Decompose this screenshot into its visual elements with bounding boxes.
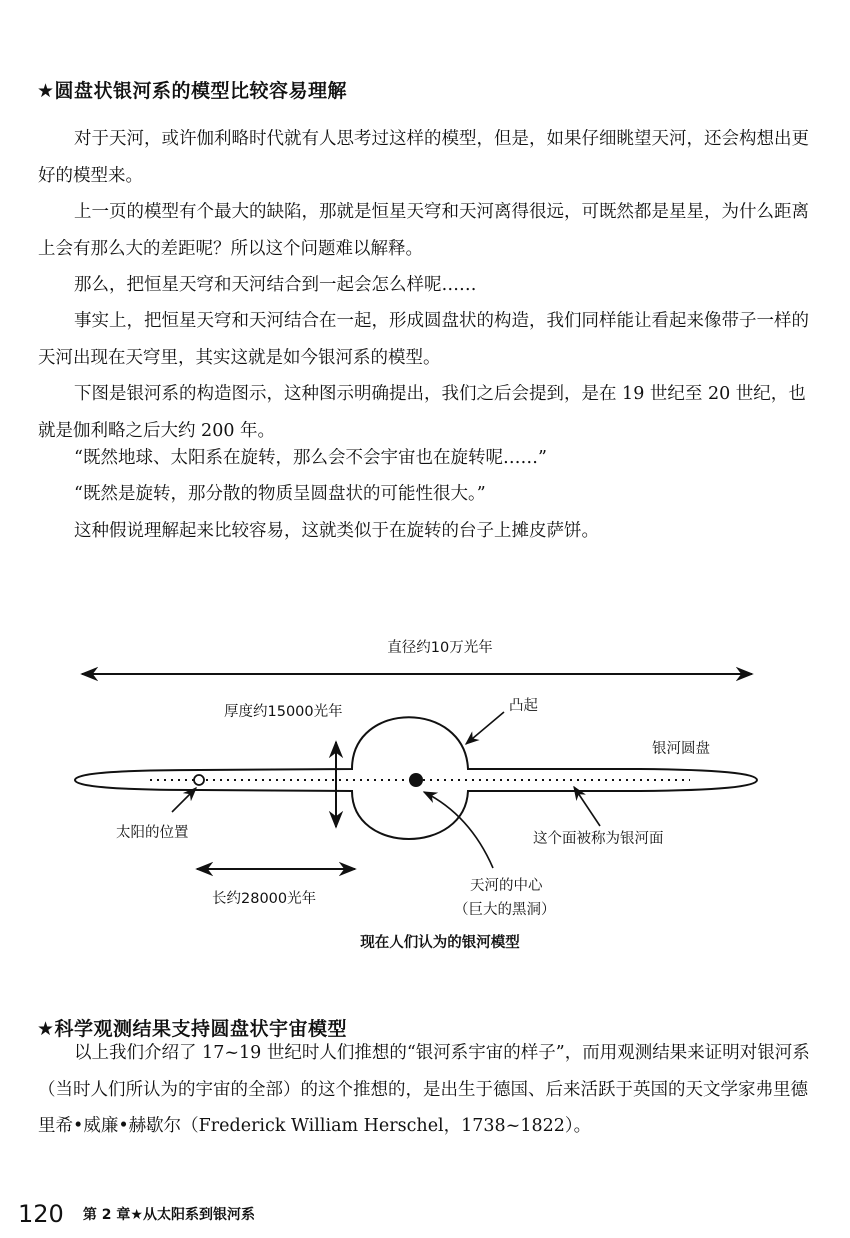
page-number: 120 <box>18 1200 64 1228</box>
galaxy-model-diagram <box>0 620 850 960</box>
section-heading-disk-model: ★圆盘状银河系的模型比较容易理解 <box>37 80 348 102</box>
diagram-caption: 现在人们认为的银河模型 <box>360 935 520 951</box>
sun-label: 太阳的位置 <box>116 825 189 841</box>
section-heading-observation: ★科学观测结果支持圆盘状宇宙模型 <box>37 1018 348 1040</box>
diameter-label: 直径约10万光年 <box>387 640 493 656</box>
paragraph-1: 对于天河，或许伽利略时代就有人思考过这样的模型，但是，如果仔细眺望天河，还会构想出更好的模型来。 <box>38 129 809 186</box>
plane-pointer <box>574 787 600 826</box>
paragraph-8: 这种假说理解起来比较容易，这就类似于在旋转的台子上摊皮萨饼。 <box>74 521 599 541</box>
length-label: 长约28000光年 <box>212 891 317 907</box>
center-label-blackhole: （巨大的黑洞） <box>454 902 556 918</box>
sun-pointer <box>172 788 196 812</box>
paragraph-herschel: 以上我们介绍了 17~19 世纪时人们推想的“银河系宇宙的样子”，而用观测结果来证明对银河系（当时人们所认为的宇宙的全部）的这个推想的，是出生于德国、后来活跃于英国的天文学家弗里德里希•威廉•赫歇尔（Frederick William Herschel，1738~1822）。 <box>38 1043 810 1136</box>
paragraph-4: 事实上，把恒星天穹和天河结合在一起，形成圆盘状的构造，我们同样能让看起来像带子一样的天河出现在天穹里，其实这就是如今银河系的模型。 <box>38 311 809 368</box>
center-label: 天河的中心 <box>470 878 543 894</box>
bulge-pointer <box>466 712 504 744</box>
paragraph-5: 下图是银河系的构造图示，这种图示明确提出，我们之后会提到，是在 19 世纪至 20 世纪，也就是伽利略之后大约 200 年。 <box>38 384 806 441</box>
bulge-label: 凸起 <box>509 698 538 714</box>
paragraph-6: “既然地球、太阳系在旋转，那么会不会宇宙也在旋转呢……” <box>74 448 547 468</box>
paragraph-2: 上一页的模型有个最大的缺陷，那就是恒星天穹和天河离得很远，可既然都是星星，为什么距离上会有那么大的差距呢？所以这个问题难以解释。 <box>38 202 809 259</box>
paragraph-3: 那么，把恒星天穹和天河结合到一起会怎么样呢…… <box>74 275 477 295</box>
galactic-center-marker <box>409 773 423 787</box>
thickness-label: 厚度约15000光年 <box>224 704 343 720</box>
center-pointer <box>424 792 493 868</box>
disk-label: 银河圆盘 <box>652 741 710 757</box>
chapter-title: 第 2 章★从太阳系到银河系 <box>82 1207 255 1223</box>
paragraph-7: “既然是旋转，那分散的物质呈圆盘状的可能性很大。” <box>74 484 486 504</box>
plane-label: 这个面被称为银河面 <box>533 831 664 847</box>
sun-position-marker <box>194 775 204 785</box>
page-footer <box>18 1200 255 1228</box>
